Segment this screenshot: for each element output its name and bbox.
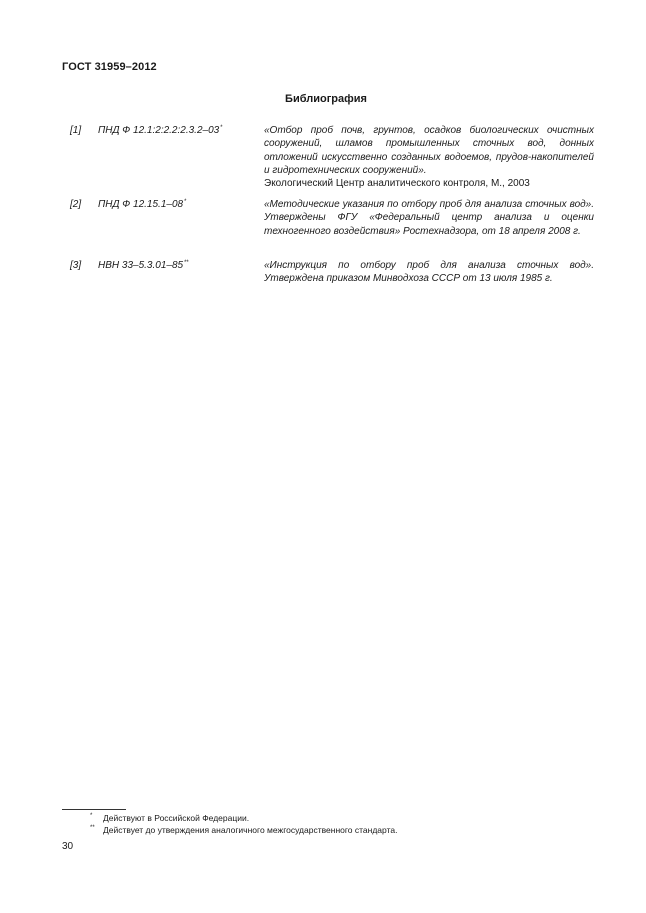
reference-publisher: Экологический Центр аналитического контроля, М., 2003	[264, 178, 530, 190]
reference-description	[264, 198, 594, 238]
reference-code	[98, 198, 186, 211]
reference-code-text: НВН 33–5.3.01–85	[98, 260, 184, 271]
footnote-mark: **	[90, 825, 95, 831]
reference-number: [1]	[70, 125, 82, 136]
reference-text: «Методические указания по отбору проб для анализа сточных вод». Утверждены ФГУ «Федеральный центр анализа и оценки техногенного воздействия» Ростехнадзора, от 18 апреля 2008 г.	[264, 199, 594, 237]
section-title	[0, 93, 646, 105]
page-number: 30	[62, 841, 74, 852]
reference-footnote-mark: *	[184, 199, 187, 205]
footnote-text: Действуют в Российской Федерации.	[103, 813, 250, 823]
reference-number: [2]	[70, 199, 82, 210]
reference-code	[98, 259, 189, 272]
reference-number: [3]	[70, 260, 82, 271]
section-title-text: Библиография	[285, 93, 367, 105]
reference-code-text: ПНД Ф 12.15.1–08	[98, 199, 184, 210]
reference-description	[264, 259, 594, 286]
footnote-text: Действует до утверждения аналогичного межгосударственного стандарта.	[103, 825, 398, 835]
reference-text: «Отбор проб почв, грунтов, осадков биологических очистных сооружений, шламов промышленных сточных вод, донных отложений искусственно созданных водоемов, прудов-накопителей и гидротехнических сооружений».	[264, 125, 594, 176]
reference-footnote-mark: *	[220, 125, 223, 131]
reference-code-text: ПНД Ф 12.1:2:2.2:2.3.2–03	[98, 125, 220, 136]
reference-footnote-mark: **	[184, 260, 189, 266]
reference-text: «Инструкция по отбору проб для анализа сточных вод». Утверждена приказом Минводхоза СССР от 13 июля 1985 г.	[264, 260, 594, 285]
footnote-divider	[62, 809, 126, 810]
footnote-mark: *	[90, 813, 93, 819]
reference-code	[98, 124, 223, 137]
document-header: ГОСТ 31959–2012	[62, 61, 157, 73]
reference-description	[264, 124, 594, 190]
